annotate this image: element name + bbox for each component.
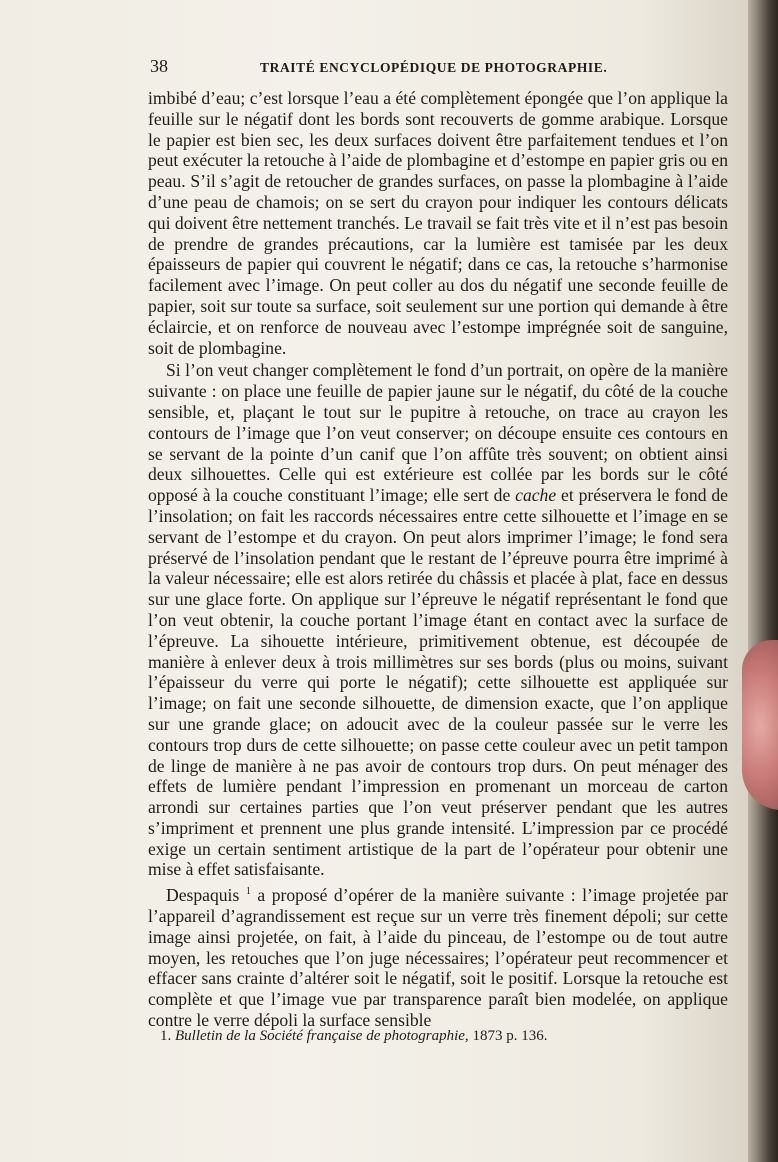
footnote-rest: 1873 p. 136.	[472, 1028, 548, 1044]
paragraph-3-text-after: a proposé d’opérer de la manière suivante : l’image projetée par l’appareil d’agrandissement est reçue sur un verre très finement dépoli; sur cette image ainsi projetée, on fait, à l’aide du pinceau, de l’estompe ou de tout autre moyen, les retouches que l’on juge nécessaires; l’opérateur peut recommencer et effacer sans crainte d’altérer soit le négatif, soit le positif. Lorsque la retouche est complète et que l’image vue par transparence paraît bien modelée, on applique contre le verre dépoli la surface sensible	[148, 885, 728, 1030]
page-header	[150, 56, 630, 82]
body-text	[148, 88, 728, 1031]
italic-term-cache: cache	[515, 485, 557, 506]
paragraph-2-text-after: et préservera le fond de l’insolation; on fait les raccords nécessaires entre cette silhouette et l’image en se servant de l’estompe et du crayon. On peut alors imprimer l’image; le fond sera préservé de l’insolation pendant que le restant de l’épreuve pourra être imprimé à la valeur nécessaire; elle est alors retirée du châssis et placée à plat, face en dessus sur une glace forte. On applique sur l’épreuve le négatif représentant le fond que l’on veut obtenir, la couche portant l’image étant en contact avec la surface de l’épreuve. La sihouette intérieure, primitivement obtenue, est découpée de manière à enlever deux à trois millimètres sur ses bords (plus ou moins, suivant l’épaisseur du verre qui porte le négatif); cette silhouette est appliquée sur l’image; on fait une seconde silhouette, de dimension exacte, que l’on applique sur une grande glace; on adoucit avec de la couleur passée sur le verre les contours trop durs de cette silhouette; on passe cette couleur avec un petit tampon de linge de manière à ne pas avoir de contours trop durs. On peut ménager des effets de lumière pendant l’impression en promenant un morceau de carton arrondi sur certaines parties que l’on veut préserver pendant que les autres s’impriment et prennent une plus grande intensité. L’impression par ce procédé exige un certain sentiment artistique de la part de l’opérateur pour obtenir une mise à effet satisfaisante.	[148, 485, 728, 880]
running-title: TRAITÉ ENCYCLOPÉDIQUE DE PHOTOGRAPHIE.	[260, 60, 608, 75]
paragraph-1	[148, 88, 728, 358]
paragraph-1-text: imbibé d’eau; c’est lorsque l’eau a été complètement épongée que l’on applique la feuille sur le négatif dont les bords sont recouverts de gomme arabique. Lorsque le papier est bien sec, les deux surfaces doivent être parfaitement tendues et l’on peut exécuter la retouche à l’aide de plombagine et d’estompe en papier gris ou en peau. S’il s’agit de retoucher de grandes surfaces, on passe la plombagine à l’aide d’une peau de chamois; on se sert du crayon pour indiquer les contours délicats qui doivent être nettement tranchés. Le travail se fait très vite et il n’est pas besoin de prendre de grandes précautions, car la lumière est tamisée par les deux épaisseurs de papier qui couvrent le négatif; dans ce cas, la retouche s’harmonise facilement avec l’image. On peut coller au dos du négatif une seconde feuille de papier, soit sur toute sa surface, soit seulement sur une portion qui demande à être éclaircie, et on renforce de nouveau avec l’estompe imprégnée soit de sanguine, soit de plombagine.	[148, 88, 728, 358]
thumb	[742, 640, 778, 810]
footnote-title: Bulletin de la Société française de photographie,	[175, 1028, 469, 1044]
footnote-ref: 1	[245, 886, 251, 898]
paragraph-2	[148, 360, 728, 880]
page-number: 38	[150, 56, 168, 76]
paragraph-3-text: Despaquis	[166, 885, 240, 906]
paragraph-2-text: Si l’on veut changer complètement le fond d’un portrait, on opère de la manière suivante : on place une feuille de papier jaune sur le négatif, du côté de la couche sensible, et, plaçant le tout sur le pupitre à retouche, on trace au crayon les contours de l’image que l’on veut conserver; on découpe ensuite ces contours en se servant de la pointe d’un canif que l’on affûte très souvent; on obtient ainsi deux silhouettes. Celle qui est extérieure est collée par les bords sur le côté opposé à la couche constituant l’image; elle sert de	[148, 360, 728, 506]
footnote	[160, 1028, 720, 1045]
adjacent-page-edge	[748, 0, 778, 1162]
footnote-number: 1.	[160, 1028, 172, 1044]
paragraph-3	[148, 882, 728, 1030]
